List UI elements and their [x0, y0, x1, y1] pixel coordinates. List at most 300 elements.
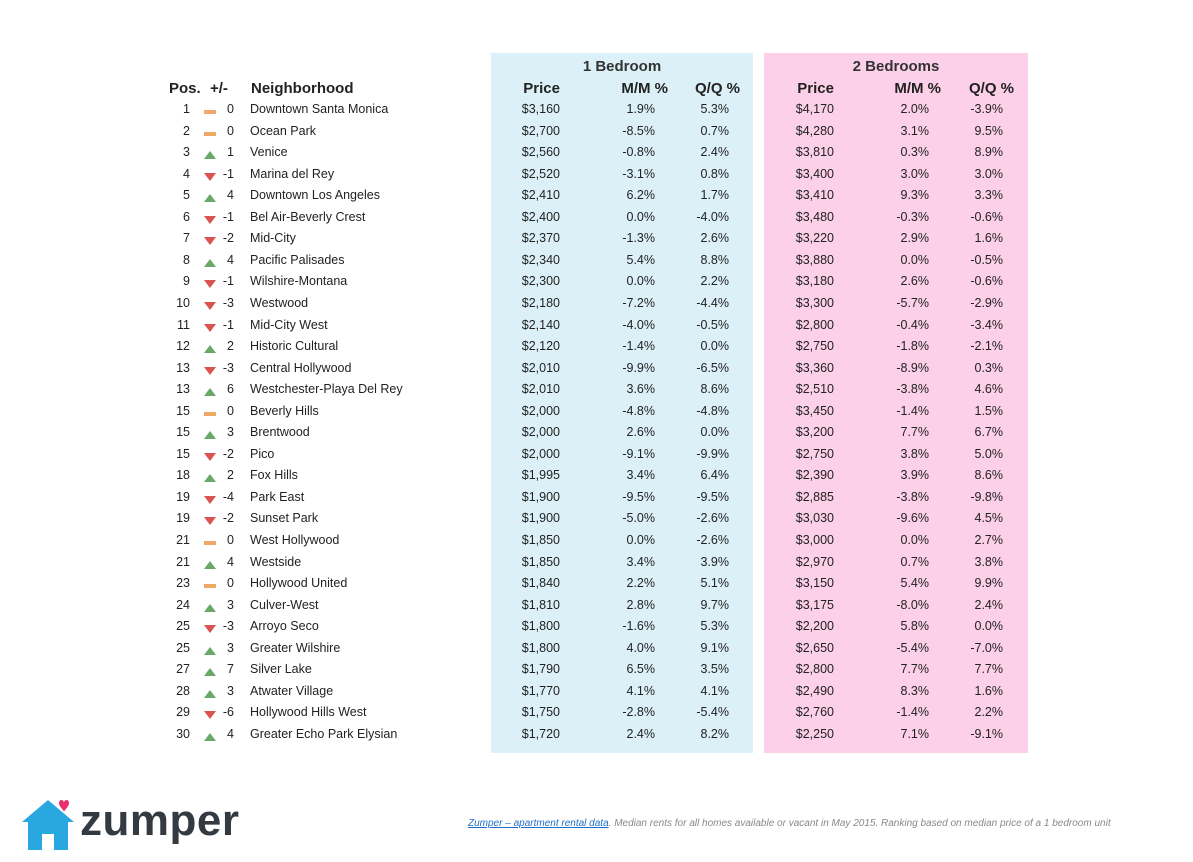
row-2br-mm: 7.7%	[900, 662, 929, 677]
row-1br-price: $2,520	[521, 166, 560, 181]
row-2br-qq: -3.4%	[970, 317, 1003, 332]
row-change: 4	[227, 252, 234, 267]
row-2br-mm: -3.8%	[896, 489, 929, 504]
row-pos: 18	[176, 468, 190, 483]
row-neighborhood: Westwood	[250, 295, 309, 310]
row-pos: 2	[183, 123, 190, 138]
row-1br-price: $2,300	[521, 274, 560, 289]
row-2br-qq: -7.0%	[970, 640, 1003, 655]
row-1br-qq: 6.4%	[700, 468, 729, 483]
row-2br-mm: 0.7%	[900, 554, 929, 569]
header-2br-mm: M/M %	[894, 80, 941, 97]
row-2br-price: $3,000	[795, 533, 834, 547]
row-2br-price: $3,180	[795, 274, 834, 289]
row-2br-mm: 0.0%	[900, 252, 929, 267]
row-1br-price: $2,010	[521, 360, 560, 375]
trend-down-icon	[204, 711, 216, 719]
row-2br-qq: 2.2%	[974, 705, 1003, 720]
header-1br-qq: Q/Q %	[694, 80, 740, 97]
row-neighborhood: Hollywood United	[250, 576, 348, 591]
row-1br-mm: -9.1%	[622, 446, 655, 461]
row-2br-price: $3,175	[795, 597, 834, 612]
row-pos: 13	[176, 360, 190, 375]
row-pos: 5	[183, 188, 190, 203]
row-change: -1	[222, 317, 234, 332]
row-neighborhood: Bel Air-Beverly Crest	[250, 209, 366, 224]
row-pos: 1	[183, 102, 190, 116]
row-pos: 10	[176, 295, 190, 310]
row-2br-qq: -2.1%	[970, 339, 1003, 354]
row-1br-price: $2,000	[521, 403, 560, 418]
row-2br-qq: 0.0%	[974, 619, 1003, 634]
row-2br-mm: 8.3%	[900, 683, 929, 698]
header-2br-price: Price	[797, 80, 834, 97]
row-neighborhood: Fox Hills	[250, 468, 298, 483]
row-neighborhood: Sunset Park	[250, 511, 319, 526]
row-2br-price: $3,300	[795, 295, 834, 310]
row-2br-price: $2,800	[795, 317, 834, 332]
row-2br-price: $2,760	[795, 705, 834, 720]
row-1br-qq: -0.5%	[696, 317, 729, 332]
trend-up-icon	[204, 431, 216, 439]
row-neighborhood: Culver-West	[250, 597, 319, 612]
row-1br-price: $2,120	[521, 339, 560, 354]
row-change: 3	[227, 425, 234, 440]
row-2br-mm: 3.0%	[900, 166, 929, 181]
row-2br-mm: 5.8%	[900, 619, 929, 634]
row-2br-price: $2,490	[795, 683, 834, 698]
row-1br-mm: 2.6%	[626, 425, 655, 440]
row-neighborhood: Arroyo Seco	[250, 619, 319, 634]
row-1br-price: $1,750	[521, 705, 560, 720]
row-2br-price: $2,510	[795, 382, 834, 397]
trend-up-icon	[204, 668, 216, 676]
row-1br-mm: -3.1%	[622, 166, 655, 181]
row-2br-qq: 7.7%	[974, 662, 1003, 677]
row-2br-price: $2,200	[795, 619, 834, 634]
row-change: 4	[227, 554, 234, 569]
row-neighborhood: Silver Lake	[250, 662, 312, 677]
row-2br-mm: 3.1%	[900, 123, 929, 138]
row-change: 0	[227, 576, 234, 591]
row-change: 4	[227, 188, 234, 203]
row-pos: 9	[183, 274, 190, 289]
row-1br-qq: -4.0%	[696, 209, 729, 224]
row-1br-price: $2,400	[521, 209, 560, 224]
row-change: 1	[227, 145, 234, 160]
row-2br-qq: 9.5%	[974, 123, 1003, 138]
row-2br-mm: 5.4%	[900, 576, 929, 591]
row-neighborhood: West Hollywood	[250, 533, 340, 547]
row-1br-qq: 2.4%	[700, 145, 729, 160]
row-1br-qq: 5.3%	[700, 619, 729, 634]
row-neighborhood: Pacific Palisades	[250, 252, 345, 267]
row-neighborhood: Central Hollywood	[250, 360, 352, 375]
row-change: 2	[227, 339, 234, 354]
row-change: -1	[222, 166, 234, 181]
trend-up-icon	[204, 690, 216, 698]
row-1br-mm: -9.5%	[622, 489, 655, 504]
row-change: -6	[222, 705, 234, 720]
trend-flat-icon	[204, 582, 216, 590]
row-1br-price: $1,790	[521, 662, 560, 677]
row-1br-mm: 6.5%	[626, 662, 655, 677]
row-pos: 27	[176, 662, 190, 677]
row-1br-price: $2,370	[521, 231, 560, 246]
row-1br-mm: -7.2%	[622, 295, 655, 310]
row-pos: 7	[183, 231, 190, 246]
row-change: 4	[227, 726, 234, 741]
row-change: 0	[227, 123, 234, 138]
row-2br-qq: 3.0%	[974, 166, 1003, 181]
row-2br-price: $2,970	[795, 554, 834, 569]
row-1br-mm: 6.2%	[626, 188, 655, 203]
row-1br-qq: 8.2%	[700, 726, 729, 741]
row-1br-mm: 3.4%	[626, 554, 655, 569]
trend-flat-icon	[204, 539, 216, 547]
row-2br-qq: 0.3%	[974, 360, 1003, 375]
row-2br-price: $2,750	[795, 446, 834, 461]
trend-down-icon	[204, 324, 216, 332]
row-1br-price: $1,900	[521, 489, 560, 504]
row-2br-price: $2,800	[795, 662, 834, 677]
row-1br-mm: -1.4%	[622, 339, 655, 354]
row-neighborhood: Westchester-Playa Del Rey	[250, 382, 403, 397]
row-2br-mm: -0.4%	[896, 317, 929, 332]
row-2br-qq: -2.9%	[970, 295, 1003, 310]
row-2br-qq: 3.3%	[974, 188, 1003, 203]
trend-up-icon	[204, 388, 216, 396]
row-neighborhood: Venice	[250, 145, 288, 160]
row-2br-mm: 3.9%	[900, 468, 929, 483]
row-2br-qq: 2.7%	[974, 533, 1003, 547]
row-1br-mm: 3.6%	[626, 382, 655, 397]
row-1br-mm: 5.4%	[626, 252, 655, 267]
row-pos: 29	[176, 705, 190, 720]
row-pos: 3	[183, 145, 190, 160]
row-2br-mm: -5.4%	[896, 640, 929, 655]
row-pos: 19	[176, 511, 190, 526]
row-pos: 8	[183, 252, 190, 267]
row-1br-qq: 4.1%	[700, 683, 729, 698]
row-1br-qq: -5.4%	[696, 705, 729, 720]
header-2br-qq: Q/Q %	[968, 80, 1014, 97]
row-change: 3	[227, 683, 234, 698]
header-change: +/-	[210, 80, 228, 97]
row-2br-mm: 2.9%	[900, 231, 929, 246]
row-2br-qq: -0.6%	[970, 209, 1003, 224]
row-pos: 21	[176, 533, 190, 547]
row-pos: 12	[176, 339, 190, 354]
row-1br-qq: 5.1%	[700, 576, 729, 591]
row-change: 0	[227, 403, 234, 418]
row-2br-qq: 3.8%	[974, 554, 1003, 569]
row-pos: 11	[177, 317, 190, 332]
row-pos: 23	[176, 576, 190, 591]
row-1br-price: $2,410	[521, 188, 560, 203]
row-2br-qq: 8.6%	[974, 468, 1003, 483]
row-2br-mm: -5.7%	[896, 295, 929, 310]
trend-up-icon	[204, 647, 216, 655]
row-2br-qq: -0.6%	[970, 274, 1003, 289]
row-1br-qq: 2.2%	[700, 274, 729, 289]
row-2br-mm: 3.8%	[900, 446, 929, 461]
row-1br-qq: 1.7%	[700, 188, 729, 203]
row-2br-mm: 7.7%	[900, 425, 929, 440]
row-1br-price: $3,160	[521, 102, 560, 116]
row-1br-price: $2,700	[521, 123, 560, 138]
row-1br-price: $1,850	[521, 533, 560, 547]
row-2br-mm: 2.6%	[900, 274, 929, 289]
row-2br-mm: -8.0%	[896, 597, 929, 612]
row-change: 3	[227, 597, 234, 612]
row-1br-qq: -4.8%	[696, 403, 729, 418]
row-change: -1	[222, 274, 234, 289]
row-1br-qq: 8.6%	[700, 382, 729, 397]
footer-note	[468, 818, 1111, 829]
row-2br-price: $3,480	[795, 209, 834, 224]
row-pos: 13	[176, 382, 190, 397]
row-2br-qq: 5.0%	[974, 446, 1003, 461]
row-2br-price: $2,750	[795, 339, 834, 354]
row-pos: 15	[176, 446, 190, 461]
row-1br-qq: 5.3%	[700, 102, 729, 116]
trend-up-icon	[204, 604, 216, 612]
trend-up-icon	[204, 259, 216, 267]
row-neighborhood: Park East	[250, 489, 305, 504]
trend-down-icon	[204, 173, 216, 181]
row-neighborhood: Greater Wilshire	[250, 640, 341, 655]
row-pos: 28	[176, 683, 190, 698]
row-1br-qq: -6.5%	[696, 360, 729, 375]
row-neighborhood: Mid-City West	[250, 317, 328, 332]
row-change: 0	[227, 102, 234, 116]
row-change: -4	[222, 489, 234, 504]
row-2br-mm: -1.8%	[896, 339, 929, 354]
row-1br-price: $1,800	[521, 619, 560, 634]
row-1br-mm: 2.4%	[626, 726, 655, 741]
row-2br-price: $3,450	[795, 403, 834, 418]
trend-down-icon	[204, 216, 216, 224]
row-1br-price: $1,720	[521, 726, 560, 741]
row-pos: 24	[176, 597, 190, 612]
row-change: 3	[227, 640, 234, 655]
trend-flat-icon	[204, 130, 216, 138]
trend-up-icon	[204, 345, 216, 353]
group-title-2br: 2 Bedrooms	[852, 58, 940, 75]
trend-flat-icon	[204, 410, 216, 418]
row-neighborhood: Hollywood Hills West	[250, 705, 367, 720]
trend-up-icon	[204, 194, 216, 202]
row-1br-mm: -1.3%	[622, 231, 655, 246]
row-2br-qq: 2.4%	[974, 597, 1003, 612]
row-change: -1	[222, 209, 234, 224]
row-1br-mm: 4.1%	[626, 683, 655, 698]
footer-link[interactable]: Zumper – apartment rental data	[468, 818, 609, 829]
row-2br-price: $3,810	[795, 145, 834, 160]
row-2br-price: $3,150	[795, 576, 834, 591]
row-neighborhood: Ocean Park	[250, 123, 317, 138]
trend-down-icon	[204, 302, 216, 310]
row-neighborhood: Brentwood	[250, 425, 310, 440]
row-2br-price: $4,170	[795, 102, 834, 116]
row-2br-qq: 1.6%	[974, 231, 1003, 246]
row-2br-mm: 0.3%	[900, 145, 929, 160]
row-change: -2	[222, 446, 234, 461]
row-2br-price: $2,885	[795, 489, 834, 504]
row-1br-qq: 3.5%	[700, 662, 729, 677]
row-2br-price: $3,360	[795, 360, 834, 375]
row-2br-qq: 4.6%	[974, 382, 1003, 397]
trend-down-icon	[204, 280, 216, 288]
row-1br-mm: -9.9%	[622, 360, 655, 375]
row-2br-price: $2,390	[795, 468, 834, 483]
row-2br-mm: -1.4%	[896, 403, 929, 418]
row-pos: 25	[176, 640, 190, 655]
row-change: -3	[222, 619, 234, 634]
row-1br-mm: 3.4%	[626, 468, 655, 483]
row-1br-price: $1,770	[521, 683, 560, 698]
row-pos: 4	[183, 166, 190, 181]
row-1br-qq: 0.8%	[700, 166, 729, 181]
row-neighborhood: Downtown Los Angeles	[250, 188, 380, 203]
row-2br-price: $3,220	[795, 231, 834, 246]
row-1br-price: $1,995	[521, 468, 560, 483]
row-2br-mm: -9.6%	[896, 511, 929, 526]
row-1br-qq: 0.0%	[700, 425, 729, 440]
row-2br-price: $3,880	[795, 252, 834, 267]
row-2br-mm: 7.1%	[900, 726, 929, 741]
row-1br-mm: -1.6%	[622, 619, 655, 634]
row-pos: 15	[176, 403, 190, 418]
row-1br-price: $2,140	[521, 317, 560, 332]
row-neighborhood: Atwater Village	[250, 683, 334, 698]
row-change: -3	[222, 360, 234, 375]
trend-down-icon	[204, 237, 216, 245]
row-2br-mm: -8.9%	[896, 360, 929, 375]
trend-down-icon	[204, 517, 216, 525]
row-2br-price: $4,280	[795, 123, 834, 138]
trend-down-icon	[204, 625, 216, 633]
row-2br-qq: -0.5%	[970, 252, 1003, 267]
group-title-1br: 1 Bedroom	[582, 58, 662, 75]
row-2br-price: $2,250	[795, 726, 834, 741]
row-pos: 19	[176, 489, 190, 504]
row-1br-mm: -2.8%	[622, 705, 655, 720]
row-change: 0	[227, 533, 234, 547]
row-neighborhood: Pico	[250, 446, 275, 461]
row-change: 2	[227, 468, 234, 483]
row-change: -3	[222, 295, 234, 310]
row-1br-qq: -9.5%	[696, 489, 729, 504]
row-2br-mm: 2.0%	[900, 102, 929, 116]
trend-up-icon	[204, 733, 216, 741]
row-2br-qq: 8.9%	[974, 145, 1003, 160]
row-1br-mm: 0.0%	[626, 274, 655, 289]
row-1br-qq: 8.8%	[700, 252, 729, 267]
row-1br-qq: 0.0%	[700, 339, 729, 354]
logo-wordmark: zumper	[80, 796, 240, 845]
row-2br-price: $3,410	[795, 188, 834, 203]
row-1br-qq: 9.7%	[700, 597, 729, 612]
row-1br-qq: 3.9%	[700, 554, 729, 569]
row-1br-price: $2,560	[521, 145, 560, 160]
trend-up-icon	[204, 151, 216, 159]
trend-flat-icon	[204, 108, 216, 116]
row-2br-price: $3,030	[795, 511, 834, 526]
trend-down-icon	[204, 496, 216, 504]
trend-down-icon	[204, 453, 216, 461]
row-2br-price: $3,400	[795, 166, 834, 181]
row-neighborhood: Historic Cultural	[250, 339, 339, 354]
row-pos: 25	[176, 619, 190, 634]
row-neighborhood: Marina del Rey	[250, 166, 335, 181]
row-1br-price: $1,840	[521, 576, 560, 591]
row-2br-qq: -9.8%	[970, 489, 1003, 504]
row-1br-price: $2,340	[521, 252, 560, 267]
trend-up-icon	[204, 474, 216, 482]
row-2br-mm: -0.3%	[896, 209, 929, 224]
row-1br-mm: 0.0%	[626, 209, 655, 224]
row-pos: 15	[176, 425, 190, 440]
row-1br-mm: -5.0%	[622, 511, 655, 526]
row-1br-price: $1,900	[521, 511, 560, 526]
row-1br-mm: 0.0%	[626, 533, 655, 547]
row-1br-price: $2,010	[521, 382, 560, 397]
row-neighborhood: Greater Echo Park Elysian	[250, 726, 398, 741]
row-1br-price: $1,810	[521, 597, 560, 612]
row-2br-mm: -3.8%	[896, 382, 929, 397]
row-change: 7	[227, 662, 234, 677]
row-2br-qq: 4.5%	[974, 511, 1003, 526]
row-2br-qq: 1.5%	[974, 403, 1003, 418]
row-pos: 21	[176, 554, 190, 569]
row-neighborhood: Mid-City	[250, 231, 296, 246]
row-1br-qq: -2.6%	[696, 511, 729, 526]
header-1br-price: Price	[523, 80, 560, 97]
row-2br-qq: 1.6%	[974, 683, 1003, 698]
row-1br-mm: 4.0%	[626, 640, 655, 655]
row-1br-mm: 2.2%	[626, 576, 655, 591]
row-2br-mm: 9.3%	[900, 188, 929, 203]
row-1br-mm: 1.9%	[626, 102, 655, 116]
row-2br-price: $2,650	[795, 640, 834, 655]
row-1br-qq: -2.6%	[696, 533, 729, 547]
row-1br-mm: -4.8%	[622, 403, 655, 418]
row-pos: 30	[176, 726, 190, 741]
row-1br-qq: 0.7%	[700, 123, 729, 138]
row-2br-qq: 6.7%	[974, 425, 1003, 440]
row-1br-price: $1,850	[521, 554, 560, 569]
row-1br-qq: 2.6%	[700, 231, 729, 246]
row-1br-mm: -4.0%	[622, 317, 655, 332]
row-2br-qq: -9.1%	[970, 726, 1003, 741]
row-2br-qq: 9.9%	[974, 576, 1003, 591]
row-1br-price: $2,000	[521, 446, 560, 461]
row-2br-mm: 0.0%	[900, 533, 929, 547]
row-1br-mm: 2.8%	[626, 597, 655, 612]
row-1br-price: $2,000	[521, 425, 560, 440]
footer-text: . Median rents for all homes available or vacant in May 2015. Ranking based on median price of a 1 bedroom unit	[608, 818, 1111, 829]
header-neighborhood: Neighborhood	[251, 80, 354, 97]
row-neighborhood: Wilshire-Montana	[250, 274, 348, 289]
header-1br-mm: M/M %	[621, 80, 668, 97]
row-1br-mm: -8.5%	[622, 123, 655, 138]
row-1br-price: $1,800	[521, 640, 560, 655]
row-change: -2	[222, 231, 234, 246]
trend-down-icon	[204, 367, 216, 375]
trend-up-icon	[204, 561, 216, 569]
